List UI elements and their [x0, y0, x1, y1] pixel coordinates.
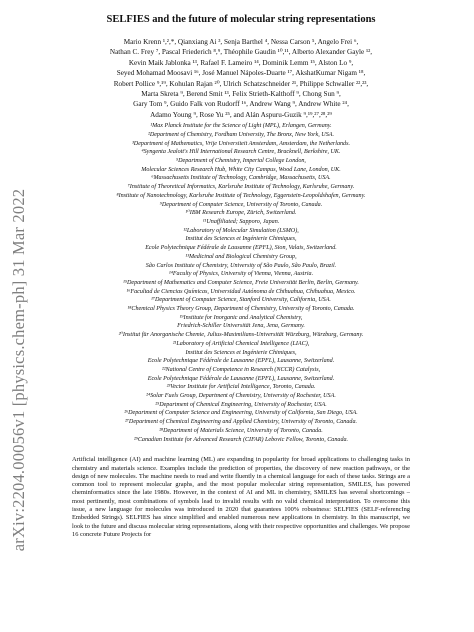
affiliation-line: ¹⁴Faculty of Physics, University of Vienna, Vienna, Austria. [168, 271, 314, 278]
author-line: Kevin Maik Jablonka ¹³, Rafael F. Lameiro ¹⁴, Dominik Lemm ¹⁵, Alston Lo ⁹, [128, 58, 354, 67]
affiliation-line: ⁸Institute of Nanotechnology, Karlsruhe Institute of Technology, Eggenstein-Leopoldshafen, Germany. [116, 192, 366, 199]
author-line: Nathan C. Frey ⁷, Pascal Friederich ⁸,⁹, Théophile Gaudin ¹⁰,¹¹, Alberto Alexander Gayle ¹², [109, 48, 373, 57]
affiliation-line: Molecular Sciences Research Hub, White City Campus, Wood Lane, London, UK. [141, 166, 341, 173]
affiliation-line: ⁶Massachusetts Institute of Technology, Cambridge, Massachusetts, USA. [151, 175, 331, 182]
author-line: Mario Krenn ¹,²,*, Qianxiang Ai ³, Senja Barthel ⁴, Nessa Carson ⁵, Angelo Frei ⁶, [123, 38, 359, 46]
affiliation-line: Ecole Polytechnique Fédérale de Lausanne (EPFL), Lausanne, Switzerland. [147, 358, 335, 365]
affiliation-line: ²¹Laboratory of Artificial Chemical Intelligence (LIAC), [172, 340, 310, 347]
author-line: Robert Pollice ⁹,¹⁹, Kohulan Rajan ²⁰, Ulrich Schatzschneider ²¹, Philippe Schwaller ²²,²³, [113, 79, 369, 88]
author-line: Seyed Mohamad Moosavi ¹⁶, José Manuel Nápoles-Duarte ¹⁷, AkshatKumar Nigam ¹⁸, [116, 69, 366, 78]
affiliation-line: ¹⁷Department of Computer Science, Stanford University, California, USA. [151, 297, 331, 304]
affiliation-line: ²⁸Department of Materials Science, University of Toronto, Canada. [159, 427, 323, 434]
affiliation-line: ²⁹Canadian Institute for Advanced Research (CIFAR) Lebovic Fellow, Toronto, Canada. [133, 436, 349, 443]
affiliation-line: São Carlos Institute of Chemistry, University of São Paulo, São Paulo, Brazil. [145, 262, 337, 269]
author-line: Adamo Young ⁹, Rose Yu ²⁵, and Alán Aspuru-Guzik ⁹,¹⁹,²⁷,²⁸,²⁹ [150, 110, 332, 119]
paper-title: SELFIES and the future of molecular string representations [106, 14, 376, 25]
affiliation-line: ⁴Syngenta Jealott's Hill International Research Centre, Bracknell, Berkshire, UK. [141, 149, 341, 156]
affiliation-line: ⁵Department of Chemistry, Imperial College London, [176, 158, 306, 165]
affiliation-line: ¹⁸Chemical Physics Theory Group, Department of Chemistry, University of Toronto, Canada. [127, 306, 355, 313]
affiliation-list [52, 122, 430, 444]
author-line: Marta Skreta ⁹, Berend Smit ¹³, Felix Strieth-Kalthoff ⁹, Chong Sun ⁹, [141, 90, 341, 99]
affiliation-line: ²⁶Department of Computer Science and Engineering, University of California, San Diego, USA. [124, 410, 358, 417]
affiliation-line: Institut des Sciences et Ingénierie Chimiques, [185, 236, 297, 243]
affiliation-line: ¹³Medicinal and Biological Chemistry Group, [185, 253, 297, 260]
affiliation-line: ²⁴Solar Fuels Group, Department of Chemistry, University of Rochester, USA. [146, 393, 336, 400]
affiliation-line: ¹¹Unaffiliated; Sapporo, Japan. [202, 218, 280, 225]
affiliation-line: ²³Vector Institute for Artificial Intelligence, Toronto, Canada. [166, 384, 316, 391]
author-line: Gary Tom ⁹, Guido Falk von Rudorff ¹⁶, Andrew Wang ⁹, Andrew White ²⁴, [133, 100, 349, 109]
paper-page [52, 14, 430, 539]
affiliation-line: ¹²Laboratory of Molecular Simulation (LSMO), [183, 227, 299, 234]
abstract-paragraph: Artificial intelligence (AI) and machine learning (ML) are expanding in popularity for broad applications to challenging tasks in chemistry and materials science. Examples include the prediction of properties, the discovery of new reaction pathways, or the design of new molecules. The machine needs to read and write fluently in a chemical language for each of these tasks. Strings are a common tool to represent molecular graphs, and the most popular molecular string representation, SMILES, has powered cheminformatics since the late 1980s. However, in the context of AI and ML in chemistry, SMILES has several shortcomings – most pertinently, most combinations of symbols lead to invalid results with no valid chemical interpretation. To overcome this issue, a new language for molecules was introduced in 2020 that guarantees 100% robustness: SELFIES (SELF-referencIng Embedded Strings). SELFIES has since simplified and enabled numerous new applications in chemistry. In this manuscript, we look to the future and discuss molecular string representations, along with their respective opportunities and challenges. We propose 16 concrete Future Projects for [72, 456, 410, 538]
arxiv-identifier [3, 180, 35, 560]
affiliation-line: ⁹Department of Computer Science, University of Toronto, Canada. [159, 201, 323, 208]
affiliation-line: ³Department of Mathematics, Vrije Universiteit Amsterdam, Amsterdam, the Netherlands. [131, 140, 350, 147]
author-list [52, 37, 430, 120]
affiliation-line: Institut des Sciences et Ingénierie Chimiques, [185, 349, 297, 356]
affiliation-line: ²Department of Chemistry, Fordham University, The Bronx, New York, USA. [148, 131, 334, 138]
affiliation-line: ²²National Centre of Competence in Research (NCCR) Catalysis, [161, 366, 321, 373]
affiliation-line: ²⁷Department of Chemical Engineering and Applied Chemistry, University of Toronto, Canada. [124, 419, 358, 426]
affiliation-line: Ecole Polytechnique Fédérale de Lausanne (EPFL), Sion, Valais, Switzerland. [145, 245, 337, 252]
affiliation-line: Friedrich-Schiller Universität Jena, Jena, Germany. [177, 323, 305, 330]
affiliation-line: ¹⁵Department of Mathematics and Computer Science, Freie Universität Berlin, Berlin, Germany. [123, 279, 359, 286]
affiliation-line: ¹⁶Facultad de Ciencias Químicas, Universidad Autónoma de Chihuahua, Chihuahua, Mexico. [126, 288, 356, 295]
affiliation-line: ¹⁰IBM Research Europe, Zürich, Switzerland. [185, 210, 297, 217]
affiliation-line: ²⁰Institut für Anorganische Chemie, Julius-Maximilians-Universität Würzburg, Würzburg, Germany. [118, 332, 364, 339]
affiliation-line: ¹⁹Institute for Inorganic and Analytical Chemistry, [179, 314, 303, 321]
affiliation-line: ¹Max Planck Institute for the Science of Light (MPL), Erlangen, Germany. [150, 123, 332, 130]
affiliation-line: Ecole Polytechnique Fédérale de Lausanne (EPFL), Lausanne, Switzerland. [147, 375, 335, 382]
affiliation-line: ⁷Institute of Theoretical Informatics, Karlsruhe Institute of Technology, Karlsruhe, Germany. [127, 184, 355, 191]
arxiv-id-text: arXiv:2204.00056v1 [physics.chem-ph] 31 Mar 2022 [9, 188, 28, 552]
affiliation-line: ²⁵Department of Chemical Engineering, University of Rochester, USA. [155, 401, 327, 408]
